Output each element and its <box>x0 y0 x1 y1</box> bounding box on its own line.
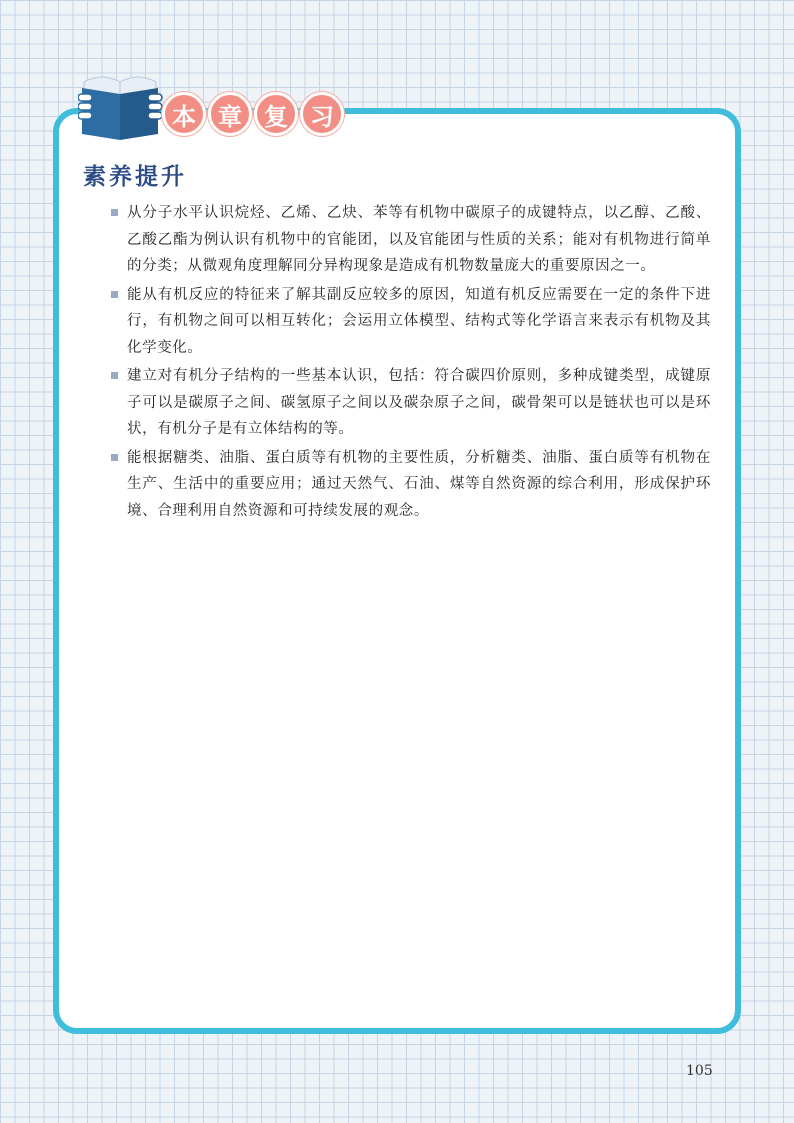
square-bullet-icon <box>111 209 118 216</box>
list-item-text: 能根据糖类、油脂、蛋白质等有机物的主要性质，分析糖类、油脂、蛋白质等有机物在生产、生活中的重要应用；通过天然气、石油、煤等自然资源的综合利用，形成保护环境、合理利用自然资源和可持续发展的观念。 <box>127 449 711 519</box>
chapter-review-title <box>162 92 346 136</box>
list-item <box>111 445 711 525</box>
section-title: 素养提升 <box>83 164 187 190</box>
list-item-text: 建立对有机分子结构的一些基本认识，包括：符合碳四价原则，多种成键类型，成键原子可以是碳原子之间、碳氢原子之间以及碳杂原子之间，碳骨架可以是链状也可以是环状，有机分子是有立体结构的等。 <box>127 368 711 437</box>
title-char: 章 <box>208 92 252 136</box>
open-book-icon <box>78 72 164 142</box>
bullet-list <box>111 200 711 526</box>
square-bullet-icon <box>111 291 118 298</box>
page-number: 105 <box>686 1063 713 1079</box>
list-item <box>111 200 711 280</box>
title-char: 习 <box>300 92 344 136</box>
square-bullet-icon <box>111 372 118 379</box>
square-bullet-icon <box>111 454 118 461</box>
title-char: 本 <box>162 92 206 136</box>
list-item <box>111 363 711 443</box>
list-item-text: 能从有机反应的特征来了解其副反应较多的原因，知道有机反应需要在一定的条件下进行，有机物之间可以相互转化；会运用立体模型、结构式等化学语言来表示有机物及其化学变化。 <box>127 286 711 356</box>
title-char: 复 <box>254 92 298 136</box>
list-item-text: 从分子水平认识烷烃、乙烯、乙炔、苯等有机物中碳原子的成键特点，以乙醇、乙酸、乙酸乙酯为例认识有机物中的官能团，以及官能团与性质的关系；能对有机物进行简单的分类；从微观角度理解同分异构现象是造成有机物数量庞大的重要原因之一。 <box>127 205 711 274</box>
list-item <box>111 282 711 362</box>
chapter-review-header <box>78 72 348 144</box>
